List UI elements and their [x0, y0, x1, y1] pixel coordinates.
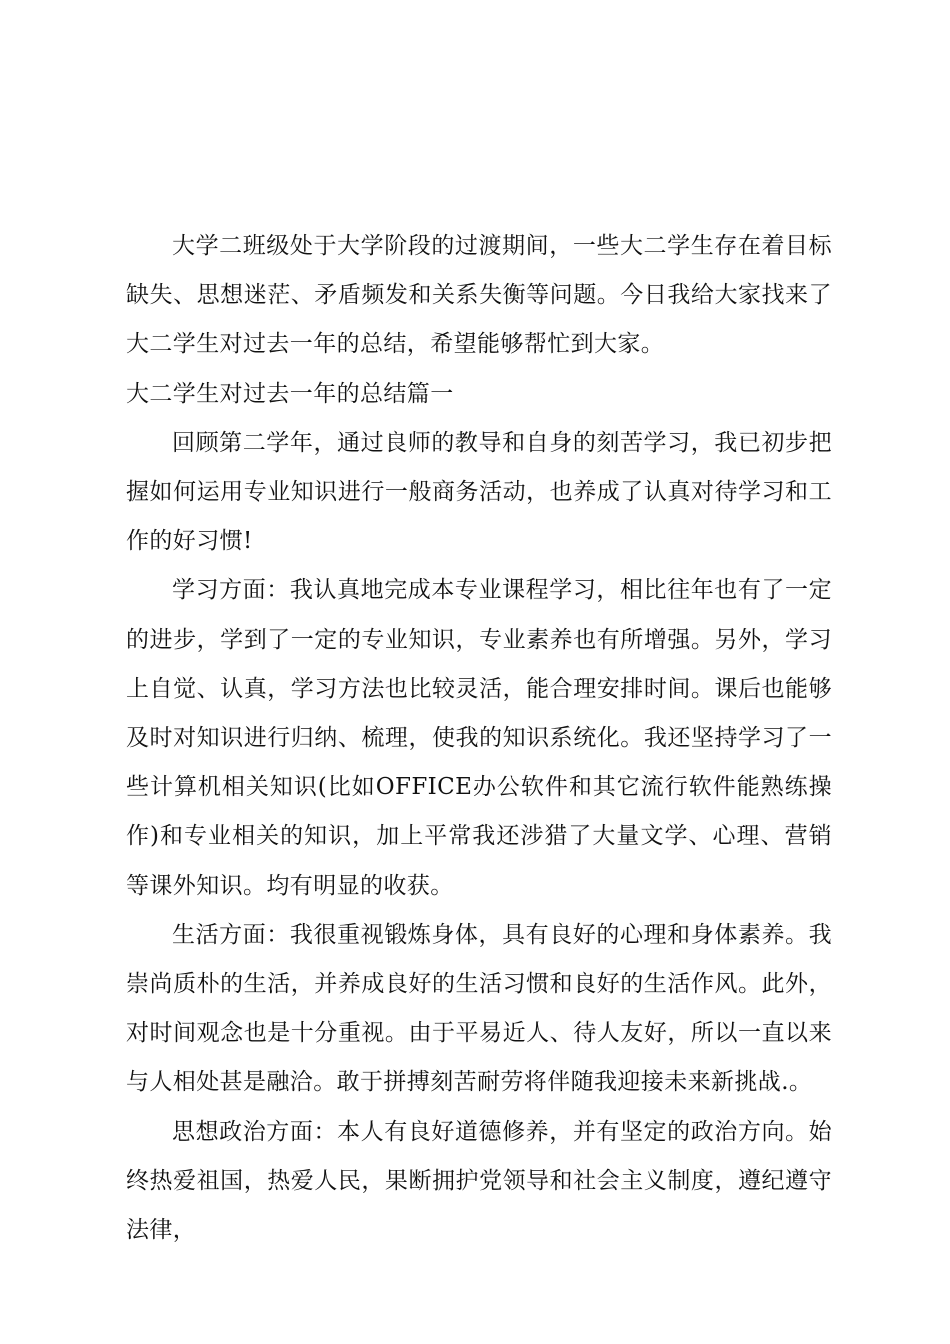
intro-paragraph: 大学二班级处于大学阶段的过渡期间，一些大二学生存在着目标缺失、思想迷茫、矛盾频发和关系失衡等问题。今日我给大家找来了大二学生对过去一年的总结，希望能够帮忙到大家。 — [126, 233, 832, 358]
paragraph-review: 回顾第二学年，通过良师的教导和自身的刻苦学习，我已初步把握如何运用专业知识进行一般商务活动，也养成了认真对待学习和工作的好习惯! — [126, 429, 832, 555]
document-body — [126, 222, 832, 1255]
paragraph-politics: 思想政治方面：本人有良好道德修养，并有坚定的政治方向。始终热爱祖国，热爱人民，果断拥护党领导和社会主义制度，遵纪遵守法律， — [126, 1118, 832, 1244]
section-title: 大二学生对过去一年的总结篇一 — [126, 380, 454, 407]
paragraph-life: 生活方面：我很重视锻炼身体，具有良好的心理和身体素养。我崇尚质朴的生活，并养成良好的生活习惯和良好的生活作风。此外，对时间观念也是十分重视。由于平易近人、待人友好，所以一直以来与人相处甚是融洽。敢于拼搏刻苦耐劳将伴随我迎接未来新挑战.。 — [126, 921, 832, 1096]
paragraph-study: 学习方面：我认真地完成本专业课程学习，相比往年也有了一定的进步，学到了一定的专业知识，专业素养也有所增强。另外，学习上自觉、认真，学习方法也比较灵活，能合理安排时间。课后也能够及时对知识进行归纳、梳理，使我的知识系统化。我还坚持学习了一些计算机相关知识(比如OFFICE办公软件和其它流行软件能熟练操作)和专业相关的知识，加上平常我还涉猎了大量文学、心理、营销等课外知识。均有明显的收获。 — [126, 577, 832, 899]
